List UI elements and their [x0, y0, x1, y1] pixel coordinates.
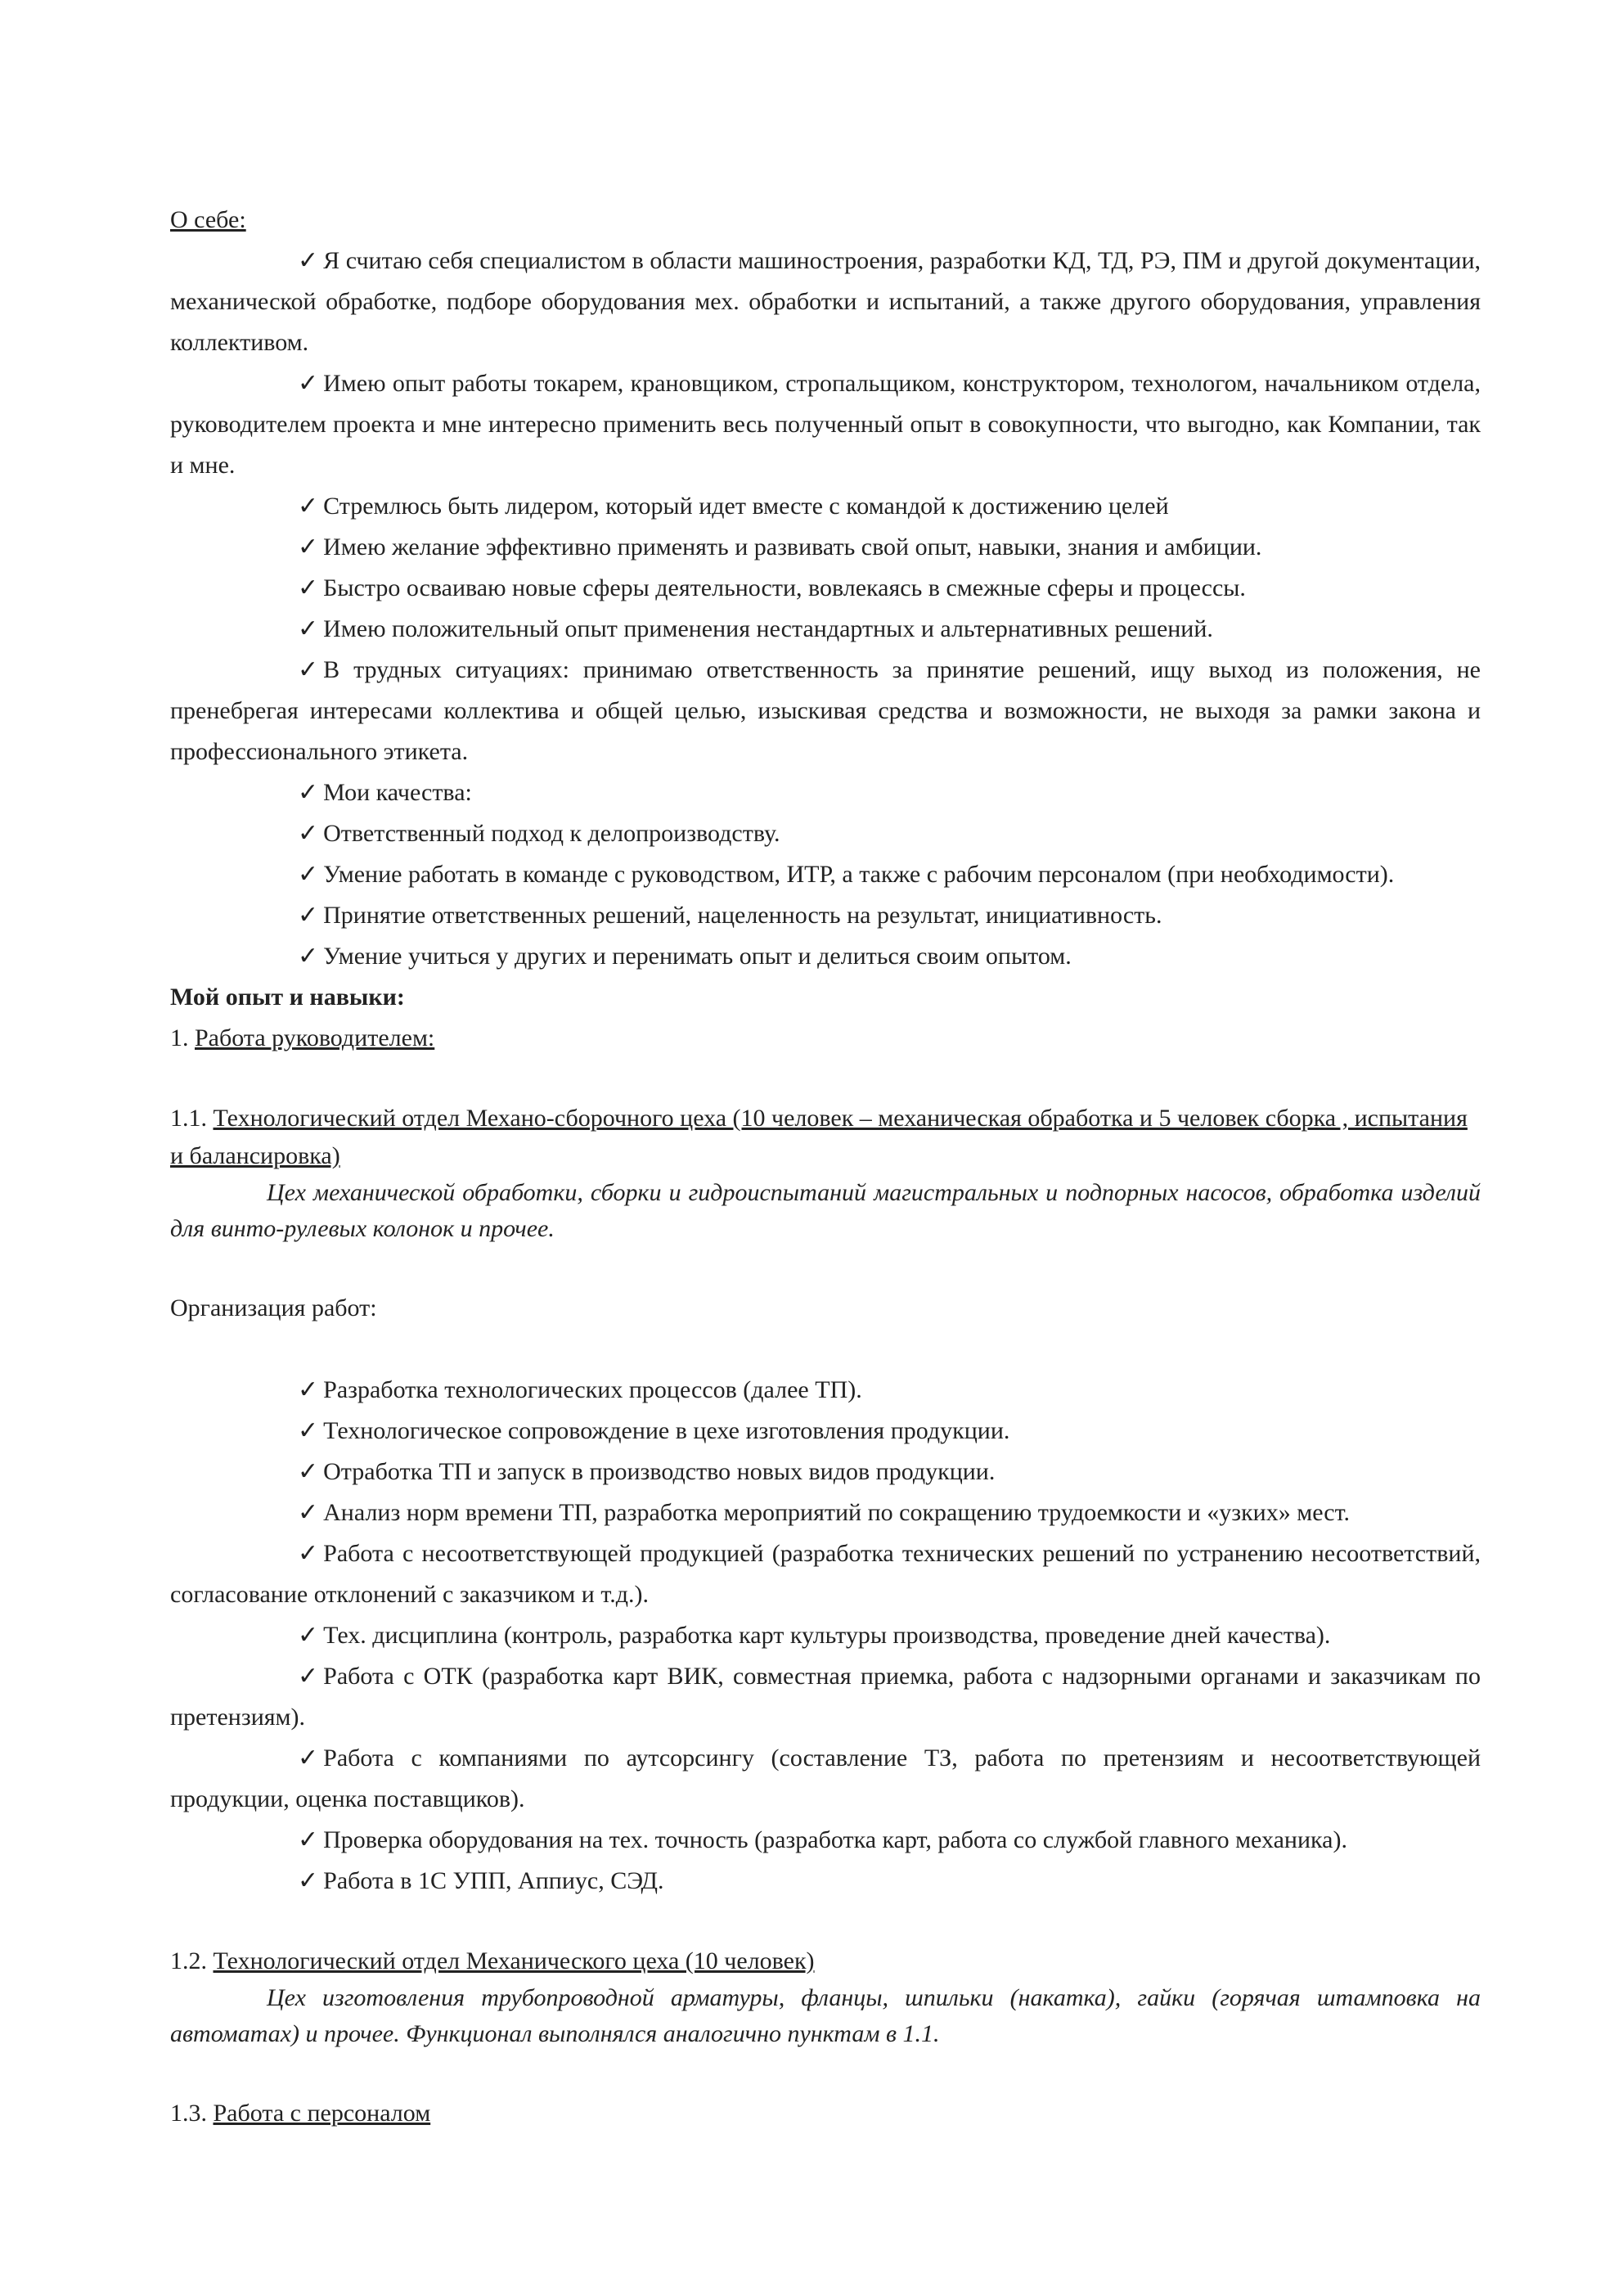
checkmark-icon: ✓: [298, 656, 319, 683]
organization-item: ✓ Тех. дисциплина (контроль, разработка карт культуры производства, проведение дней качества).: [170, 1615, 1481, 1656]
checkmark-icon: ✓: [298, 1745, 319, 1772]
section-1-1-description: Цех механической обработки, сборки и гидроиспытаний магистральных и подпорных насосов, обработка изделий для винто-рулевых колонок и прочее.: [170, 1179, 1481, 1242]
about-list: [170, 241, 1481, 977]
organization-item: ✓ Отработка ТП и запуск в производство новых видов продукции.: [170, 1452, 1481, 1492]
section-title: Технологический отдел Механического цеха (10 человек): [213, 1947, 815, 1974]
about-item: ✓ Умение работать в команде с руководством, ИТР, а также с рабочим персоналом (при необходимости).: [170, 854, 1481, 895]
checkmark-icon: ✓: [298, 779, 319, 806]
section-number: 1.3.: [170, 2100, 207, 2127]
about-item: ✓ Ответственный подход к делопроизводству.: [170, 813, 1481, 854]
checkmark-icon: ✓: [298, 1540, 319, 1567]
section-number: 1.1.: [170, 1105, 207, 1132]
organization-item: ✓ Работа в 1С УПП, Аппиус, СЭД.: [170, 1861, 1481, 1902]
about-item: ✓ В трудных ситуациях: принимаю ответственность за принятие решений, ищу выход из положения, не пренебрегая интересами коллектива и общей целью, изыскивая средства и возможности, не выходя за рамки закона и профессионального этикета.: [170, 650, 1481, 772]
spacer: [170, 1329, 1481, 1349]
checkmark-icon: ✓: [298, 861, 319, 888]
checkmark-icon: ✓: [298, 943, 319, 970]
checkmark-icon: ✓: [298, 1458, 319, 1485]
organization-item: ✓ Работа с несоответствующей продукцией (разработка технических решений по устранению несоответствий, согласование отклонений с заказчиком и т.д.).: [170, 1533, 1481, 1615]
section-title: Работа руководителем:: [195, 1024, 435, 1051]
organization-item: ✓ Работа с ОТК (разработка карт ВИК, совместная приемка, работа с надзорными органами и заказчикам по претензиям).: [170, 1656, 1481, 1738]
organization-item: ✓ Работа с компаниями по аутсорсингу (составление ТЗ, работа по претензиям и несоответствующей продукции, оценка поставщиков).: [170, 1738, 1481, 1820]
spacer: [170, 1902, 1481, 1943]
spacer: [170, 2052, 1481, 2093]
organization-item: ✓ Проверка оборудования на тех. точность (разработка карт, работа со службой главного механика).: [170, 1820, 1481, 1861]
about-item: ✓ Быстро осваиваю новые сферы деятельности, вовлекаясь в смежные сферы и процессы.: [170, 568, 1481, 609]
checkmark-icon: ✓: [298, 1826, 319, 1853]
section-number: 1.2.: [170, 1947, 207, 1974]
organization-item: ✓ Разработка технологических процессов (далее ТП).: [170, 1370, 1481, 1411]
section-1-2-heading: [170, 1943, 1481, 1980]
about-item: ✓ Умение учиться у других и перенимать опыт и делиться своим опытом.: [170, 936, 1481, 977]
organization-label: Организация работ:: [170, 1294, 377, 1321]
about-item: ✓ Имею желание эффективно применять и развивать свой опыт, навыки, знания и амбиции.: [170, 527, 1481, 568]
about-item: ✓ Имею положительный опыт применения нестандартных и альтернативных решений.: [170, 609, 1481, 650]
spacer: [170, 1349, 1481, 1370]
checkmark-icon: ✓: [298, 1376, 319, 1403]
checkmark-icon: ✓: [298, 1663, 319, 1690]
checkmark-icon: ✓: [298, 615, 319, 642]
checkmark-icon: ✓: [298, 902, 319, 929]
checkmark-icon: ✓: [298, 820, 319, 847]
experience-heading: Мой опыт и навыки:: [170, 984, 405, 1011]
checkmark-icon: ✓: [298, 370, 319, 397]
checkmark-icon: ✓: [298, 533, 319, 560]
section-1-3-heading: [170, 2093, 1481, 2134]
organization-item: ✓ Технологическое сопровождение в цехе изготовления продукции.: [170, 1411, 1481, 1452]
about-heading: О себе:: [170, 206, 246, 233]
section-1-heading: [170, 1018, 1481, 1059]
organization-item: ✓ Анализ норм времени ТП, разработка мероприятий по сокращению трудоемкости и «узких» мест.: [170, 1492, 1481, 1533]
checkmark-icon: ✓: [298, 1867, 319, 1894]
checkmark-icon: ✓: [298, 1417, 319, 1444]
document-body: [170, 200, 1481, 2134]
section-number: 1.: [170, 1024, 189, 1051]
organization-list: [170, 1370, 1481, 1902]
about-item: ✓ Имею опыт работы токарем, крановщиком, стропальщиком, конструктором, технологом, начальником отдела, руководителем проекта и мне интересно применить весь полученный опыт в совокупности, что выгодно, как Компании, так и мне.: [170, 363, 1481, 486]
checkmark-icon: ✓: [298, 1622, 319, 1649]
about-item: ✓ Мои качества:: [170, 772, 1481, 813]
about-item: ✓ Стремлюсь быть лидером, который идет вместе с командой к достижению целей: [170, 486, 1481, 527]
about-item: ✓ Принятие ответственных решений, нацеленность на результат, инициативность.: [170, 895, 1481, 936]
section-title: Работа с персоналом: [213, 2100, 431, 2127]
section-1-1-heading: [170, 1100, 1481, 1175]
section-1-2-description: Цех изготовления трубопроводной арматуры, фланцы, шпильки (накатка), гайки (горячая штамповка на автоматах) и прочее. Функционал выполнялся аналогично пунктам в 1.1.: [170, 1984, 1481, 2047]
section-title: Технологический отдел Механо-сборочного цеха (10 человек – механическая обработка и 5 человек сборка , испытания и балансировка): [170, 1105, 1468, 1169]
spacer: [170, 1059, 1481, 1100]
about-item: ✓ Я считаю себя специалистом в области машиностроения, разработки КД, ТД, РЭ, ПМ и другой документации, механической обработке, подборе оборудования мех. обработки и испытаний, а также другого оборудования, управления коллективом.: [170, 241, 1481, 363]
checkmark-icon: ✓: [298, 247, 319, 274]
spacer: [170, 1247, 1481, 1288]
checkmark-icon: ✓: [298, 1499, 319, 1526]
checkmark-icon: ✓: [298, 493, 319, 520]
checkmark-icon: ✓: [298, 574, 319, 601]
